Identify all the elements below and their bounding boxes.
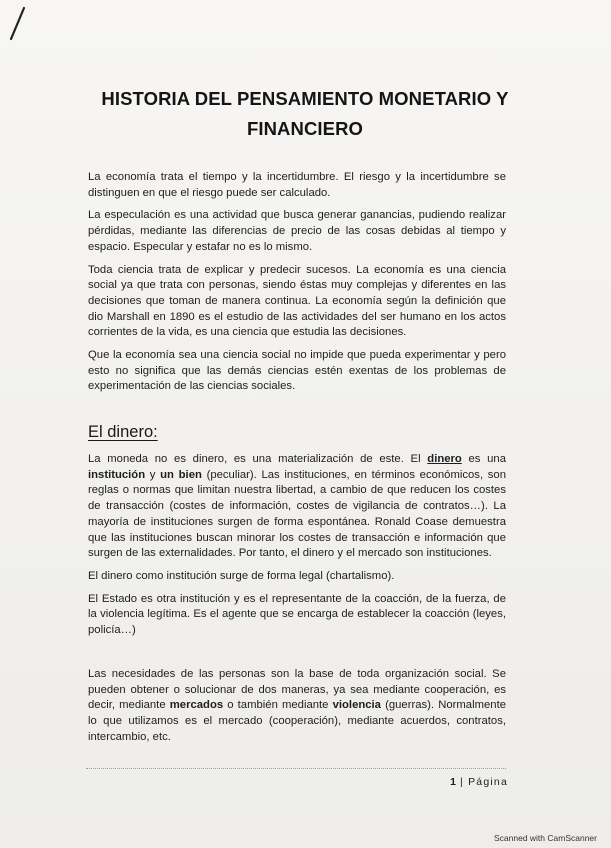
dinero-paragraph-1: [88, 452, 506, 562]
text-run: es una: [461, 453, 506, 465]
footer-divider: [86, 768, 506, 769]
dinero-paragraph-4: [88, 667, 506, 746]
emphasis-institucion: institución: [88, 468, 146, 481]
intro-paragraph-3: Toda ciencia trata de explicar y predecir sucesos. La economía es una ciencia social ya que trata con personas, siendo éstas muy complejas y diferentes en las decisiones que toman de manera continua. La economía según la definición que dio Marshall en 1890 es el estudio de las actividades del ser humano en los actos corrientes de la vida, es una ciencia que estudia las decisiones.: [88, 263, 506, 339]
necesidades-section: [88, 667, 506, 753]
text-run: (peculiar). Las instituciones, en términos económicos, son reglas o normas que limitan nuestra libertad, a cambio de que reducen los costes de transacción (costes de información, costes de vigilancia de contratos…). La mayoría de instituciones surgen de forma espontánea. Ronald Coase demuestra que las instituciones buscan minorar los costes de transacción e información que surgen de las externalidades. Por tanto, el dinero y el mercado son instituciones.: [88, 468, 506, 560]
text-run: Las necesidades de las personas son la base de toda organización social. Se pueden obtener o solucionar de dos maneras, ya sea mediante cooperación, es decir, mediante: [88, 668, 506, 712]
intro-paragraph-2: La especulación es una actividad que busca generar ganancias, pudiendo realizar pérdidas, mediante las diferencias de precio de las cosas debidas al tiempo y espacio. Especular y estafar no es lo mismo.: [88, 209, 506, 253]
intro-paragraph-1: La economía trata el tiempo y la incertidumbre. El riesgo y la incertidumbre se distinguen en que el riesgo puede ser calculado.: [88, 171, 506, 199]
text-run: y: [145, 468, 161, 481]
emphasis-mercados: mercados: [169, 699, 224, 712]
page-number: [428, 776, 508, 788]
text-run: La moneda no es dinero, es una materialización de este. El: [88, 453, 428, 465]
page-number-value: 1: [450, 776, 456, 788]
pen-mark-icon: [6, 6, 28, 42]
dinero-section: [88, 452, 506, 646]
emphasis-violencia: violencia: [332, 699, 381, 712]
intro-paragraph-4: Que la economía sea una ciencia social no impide que pueda experimentar y pero esto no significa que las demás ciencias estén exentas de los problemas de experimentación de las ciencias sociales.: [88, 349, 506, 393]
text-run: o también mediante: [223, 699, 333, 712]
scanner-watermark: Scanned with CamScanner: [493, 833, 597, 843]
section-heading: El dinero:: [88, 423, 158, 441]
page-label: | Página: [455, 776, 508, 788]
intro-section: [88, 170, 506, 402]
text-run: (guerras). Normalmente lo que utilizamos es el mercado (cooperación), mediante acuerdos, contratos, intercambio, etc.: [88, 699, 506, 743]
emphasis-dinero: dinero: [427, 453, 462, 465]
dinero-paragraph-2: El dinero como institución surge de forma legal (chartalismo).: [88, 569, 395, 582]
page-title: [60, 84, 550, 144]
dinero-paragraph-3: El Estado es otra institución y es el representante de la coacción, de la fuerza, de la violencia legítima. Es el agente que se encarga de establecer la coacción (leyes, policía…): [88, 592, 506, 637]
title-line-2: FINANCIERO: [246, 118, 364, 139]
title-line-1: HISTORIA DEL PENSAMIENTO MONETARIO Y: [101, 88, 509, 109]
emphasis-un-bien: un bien: [160, 468, 202, 481]
